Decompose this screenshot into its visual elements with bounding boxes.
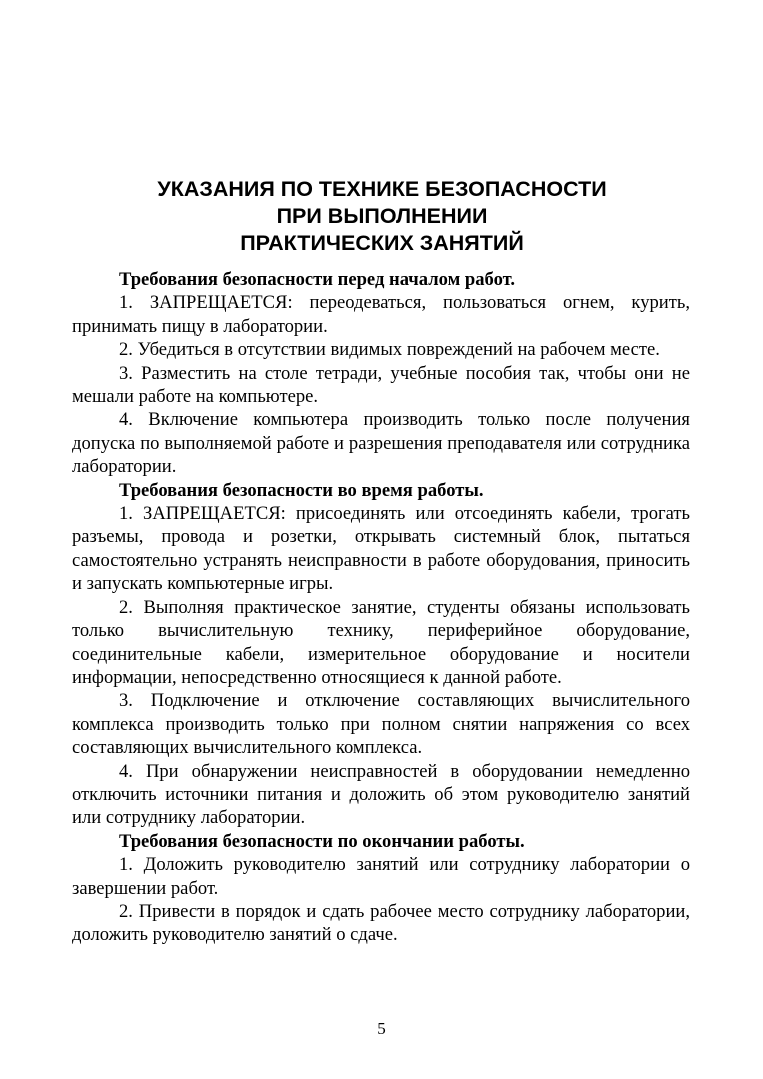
page-title (72, 176, 692, 257)
paragraph: 4. При обнаружении неисправностей в оборудовании немедленно отключить источники питания и доложить об этом руководителю занятий или сотруднику лаборатории. (72, 760, 690, 829)
page-number: 5 (377, 1019, 386, 1038)
section-heading-before-work: Требования безопасности перед началом работ. (119, 269, 516, 290)
paragraph: 4. Включение компьютера производить только после получения допуска по выполняемой работе и разрешения преподавателя или сотрудника лаборатории. (72, 409, 690, 478)
paragraph: 1. Доложить руководителю занятий или сотруднику лаборатории о завершении работ. (72, 854, 690, 899)
paragraph: 2. Привести в порядок и сдать рабочее место сотруднику лаборатории, доложить руководителю занятий о сдаче. (72, 900, 690, 946)
section-heading-after-work: Требования безопасности по окончании работы. (119, 830, 525, 852)
title-line-2: ПРИ ВЫПОЛНЕНИИ (276, 204, 488, 228)
paragraph: 3. Разместить на столе тетради, учебные пособия так, чтобы они не мешали работе на компьютере. (72, 362, 690, 408)
paragraph: 1. ЗАПРЕЩАЕТСЯ: переодеваться, пользоваться огнем, курить, принимать пищу в лаборатории. (72, 292, 690, 337)
document-body (72, 268, 690, 947)
paragraph: 2. Убедиться в отсутствии видимых повреждений на рабочем месте. (119, 339, 660, 361)
title-line-3: ПРАКТИЧЕСКИХ ЗАНЯТИЙ (240, 231, 524, 255)
paragraph: 2. Выполняя практическое занятие, студенты обязаны использовать только вычислительную технику, периферийное оборудование, соединительные кабели, измерительное оборудование и носители информации, непосредственно относящиеся к данной работе. (72, 596, 690, 688)
section-heading-during-work: Требования безопасности во время работы. (119, 479, 484, 501)
title-line-1: УКАЗАНИЯ ПО ТЕХНИКЕ БЕЗОПАСНОСТИ (157, 177, 607, 201)
paragraph: 1. ЗАПРЕЩАЕТСЯ: присоединять или отсоединять кабели, трогать разъемы, провода и розетки, открывать системный блок, пытаться самостоятельно устранять неисправности в работе оборудования, приносить и запускать компьютерные игры. (72, 503, 690, 595)
paragraph: 3. Подключение и отключение составляющих вычислительного комплекса производить только при полном снятии напряжения со всех составляющих вычислительного комплекса. (72, 690, 690, 759)
